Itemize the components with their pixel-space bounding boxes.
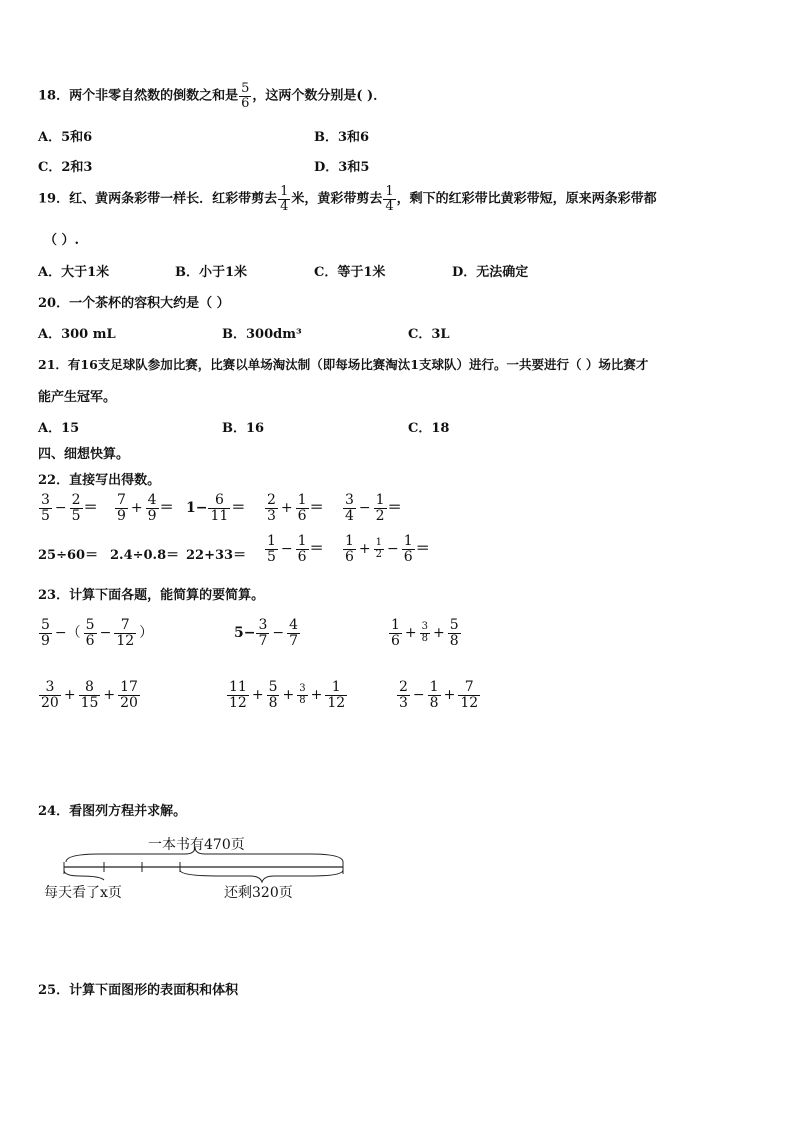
q22-expr-10: $\frac{1}{6}$ + $\frac{1}{2}$ − $\frac{1}{6}$ ＝ bbox=[345, 533, 430, 565]
q21-option-b[interactable]: B．16 bbox=[222, 421, 265, 436]
question-18 bbox=[38, 82, 386, 110]
q18-option-a[interactable]: A．5和6 bbox=[38, 130, 93, 145]
q19-text-2: 米，黄彩带剪去 bbox=[291, 191, 383, 207]
q21-option-c[interactable]: C．18 bbox=[408, 421, 450, 436]
q19-option-a[interactable]: A．大于1米 bbox=[38, 265, 110, 280]
daily-pages-label: 每天看了x页 bbox=[44, 885, 122, 901]
q22-expr-5: $\frac{3}{4}$ − $\frac{1}{2}$ ＝ bbox=[345, 492, 402, 524]
question-20: 20．一个茶杯的容积大约是（ ） bbox=[38, 296, 230, 311]
q19-option-b[interactable]: B．小于1米 bbox=[175, 265, 248, 280]
q18-fraction: $\frac{5}{6}$ bbox=[241, 81, 250, 111]
q23-calc-6: $\frac{2}{3}$ − $\frac{1}{8}$ + $\frac{7}{12}$ bbox=[399, 679, 479, 711]
question-19 bbox=[38, 185, 657, 213]
q20-option-a[interactable]: A．300 mL bbox=[38, 327, 116, 342]
q23-calc-2: 5− $\frac{3}{7}$ − $\frac{4}{7}$ bbox=[234, 617, 299, 649]
question-22-title: 22．直接写出得数。 bbox=[38, 473, 161, 488]
q21-line-2: 能产生冠军。 bbox=[38, 390, 117, 405]
q18-text: 18．两个非零自然数的倒数之和是 bbox=[38, 88, 239, 104]
remaining-pages-label: 还剩320页 bbox=[224, 885, 293, 901]
q23-calc-3: $\frac{1}{6}$ + $\frac{3}{8}$ + $\frac{5}{8}$ bbox=[391, 617, 459, 649]
q22-expr-1: $\frac{3}{5}$ − $\frac{2}{5}$ ＝ bbox=[41, 492, 98, 524]
q18-option-b[interactable]: B．3和6 bbox=[314, 130, 370, 145]
q23-calc-4: $\frac{3}{20}$ + $\frac{8}{15}$ + $\frac{17}{20}$ bbox=[41, 679, 138, 711]
q22-expr-7: 2.4÷0.8＝ bbox=[110, 548, 180, 563]
q22-expr-6: 25÷60＝ bbox=[38, 548, 99, 563]
q23-calc-5: $\frac{11}{12}$ + $\frac{5}{8}$ + $\frac{3}{8}$ + $\frac{1}{12}$ bbox=[229, 679, 346, 711]
question-25-title: 25．计算下面图形的表面积和体积 bbox=[38, 983, 239, 998]
section-4-heading: 四、细想快算。 bbox=[38, 447, 130, 462]
q21-option-a[interactable]: A．15 bbox=[38, 421, 80, 436]
q19-fraction-1: $\frac{1}{4}$ bbox=[280, 184, 289, 214]
question-24-title: 24．看图列方程并求解。 bbox=[38, 804, 187, 819]
q20-option-c[interactable]: C．3L bbox=[408, 327, 450, 342]
q18-option-c[interactable]: C．2和3 bbox=[38, 160, 93, 175]
daily-brace bbox=[64, 870, 104, 880]
q19-line-2: （ ）. bbox=[44, 233, 80, 248]
q22-expr-9: $\frac{1}{5}$ − $\frac{1}{6}$ ＝ bbox=[267, 533, 324, 565]
q18-option-d[interactable]: D．3和5 bbox=[314, 160, 370, 175]
q23-calc-1: $\frac{5}{9}$ −（ $\frac{5}{6}$ − $\frac{7}{12}$ ） bbox=[41, 617, 154, 649]
q19-text-1: 19．红、黄两条彩带一样长．红彩带剪去 bbox=[38, 191, 278, 207]
q19-option-d[interactable]: D．无法确定 bbox=[452, 265, 529, 280]
total-pages-label: 一本书有470页 bbox=[148, 837, 245, 853]
remain-brace bbox=[180, 870, 343, 882]
q18-text-end: ，这两个数分别是( )． bbox=[252, 88, 387, 104]
question-21: 21．有16支足球队参加比赛，比赛以单场淘汰制（即每场比赛淘汰1支球队）进行。一共要进行（ ）场比赛才 bbox=[38, 357, 649, 372]
q19-text-3: ，剩下的红彩带比黄彩带短，原来两条彩带都 bbox=[396, 191, 657, 207]
q19-fraction-2: $\frac{1}{4}$ bbox=[385, 184, 394, 214]
q20-option-b[interactable]: B．300dm³ bbox=[222, 327, 302, 342]
q22-expr-4: $\frac{2}{3}$ + $\frac{1}{6}$ ＝ bbox=[267, 492, 324, 524]
q19-option-c[interactable]: C．等于1米 bbox=[314, 265, 386, 280]
q24-diagram bbox=[40, 834, 350, 904]
q22-expr-3: 1− $\frac{6}{11}$ ＝ bbox=[186, 492, 246, 524]
q22-expr-8: 22+33＝ bbox=[186, 548, 247, 563]
q22-expr-2: $\frac{7}{9}$ + $\frac{4}{9}$ ＝ bbox=[117, 492, 174, 524]
question-23-title: 23．计算下面各题，能简算的要简算。 bbox=[38, 588, 265, 603]
